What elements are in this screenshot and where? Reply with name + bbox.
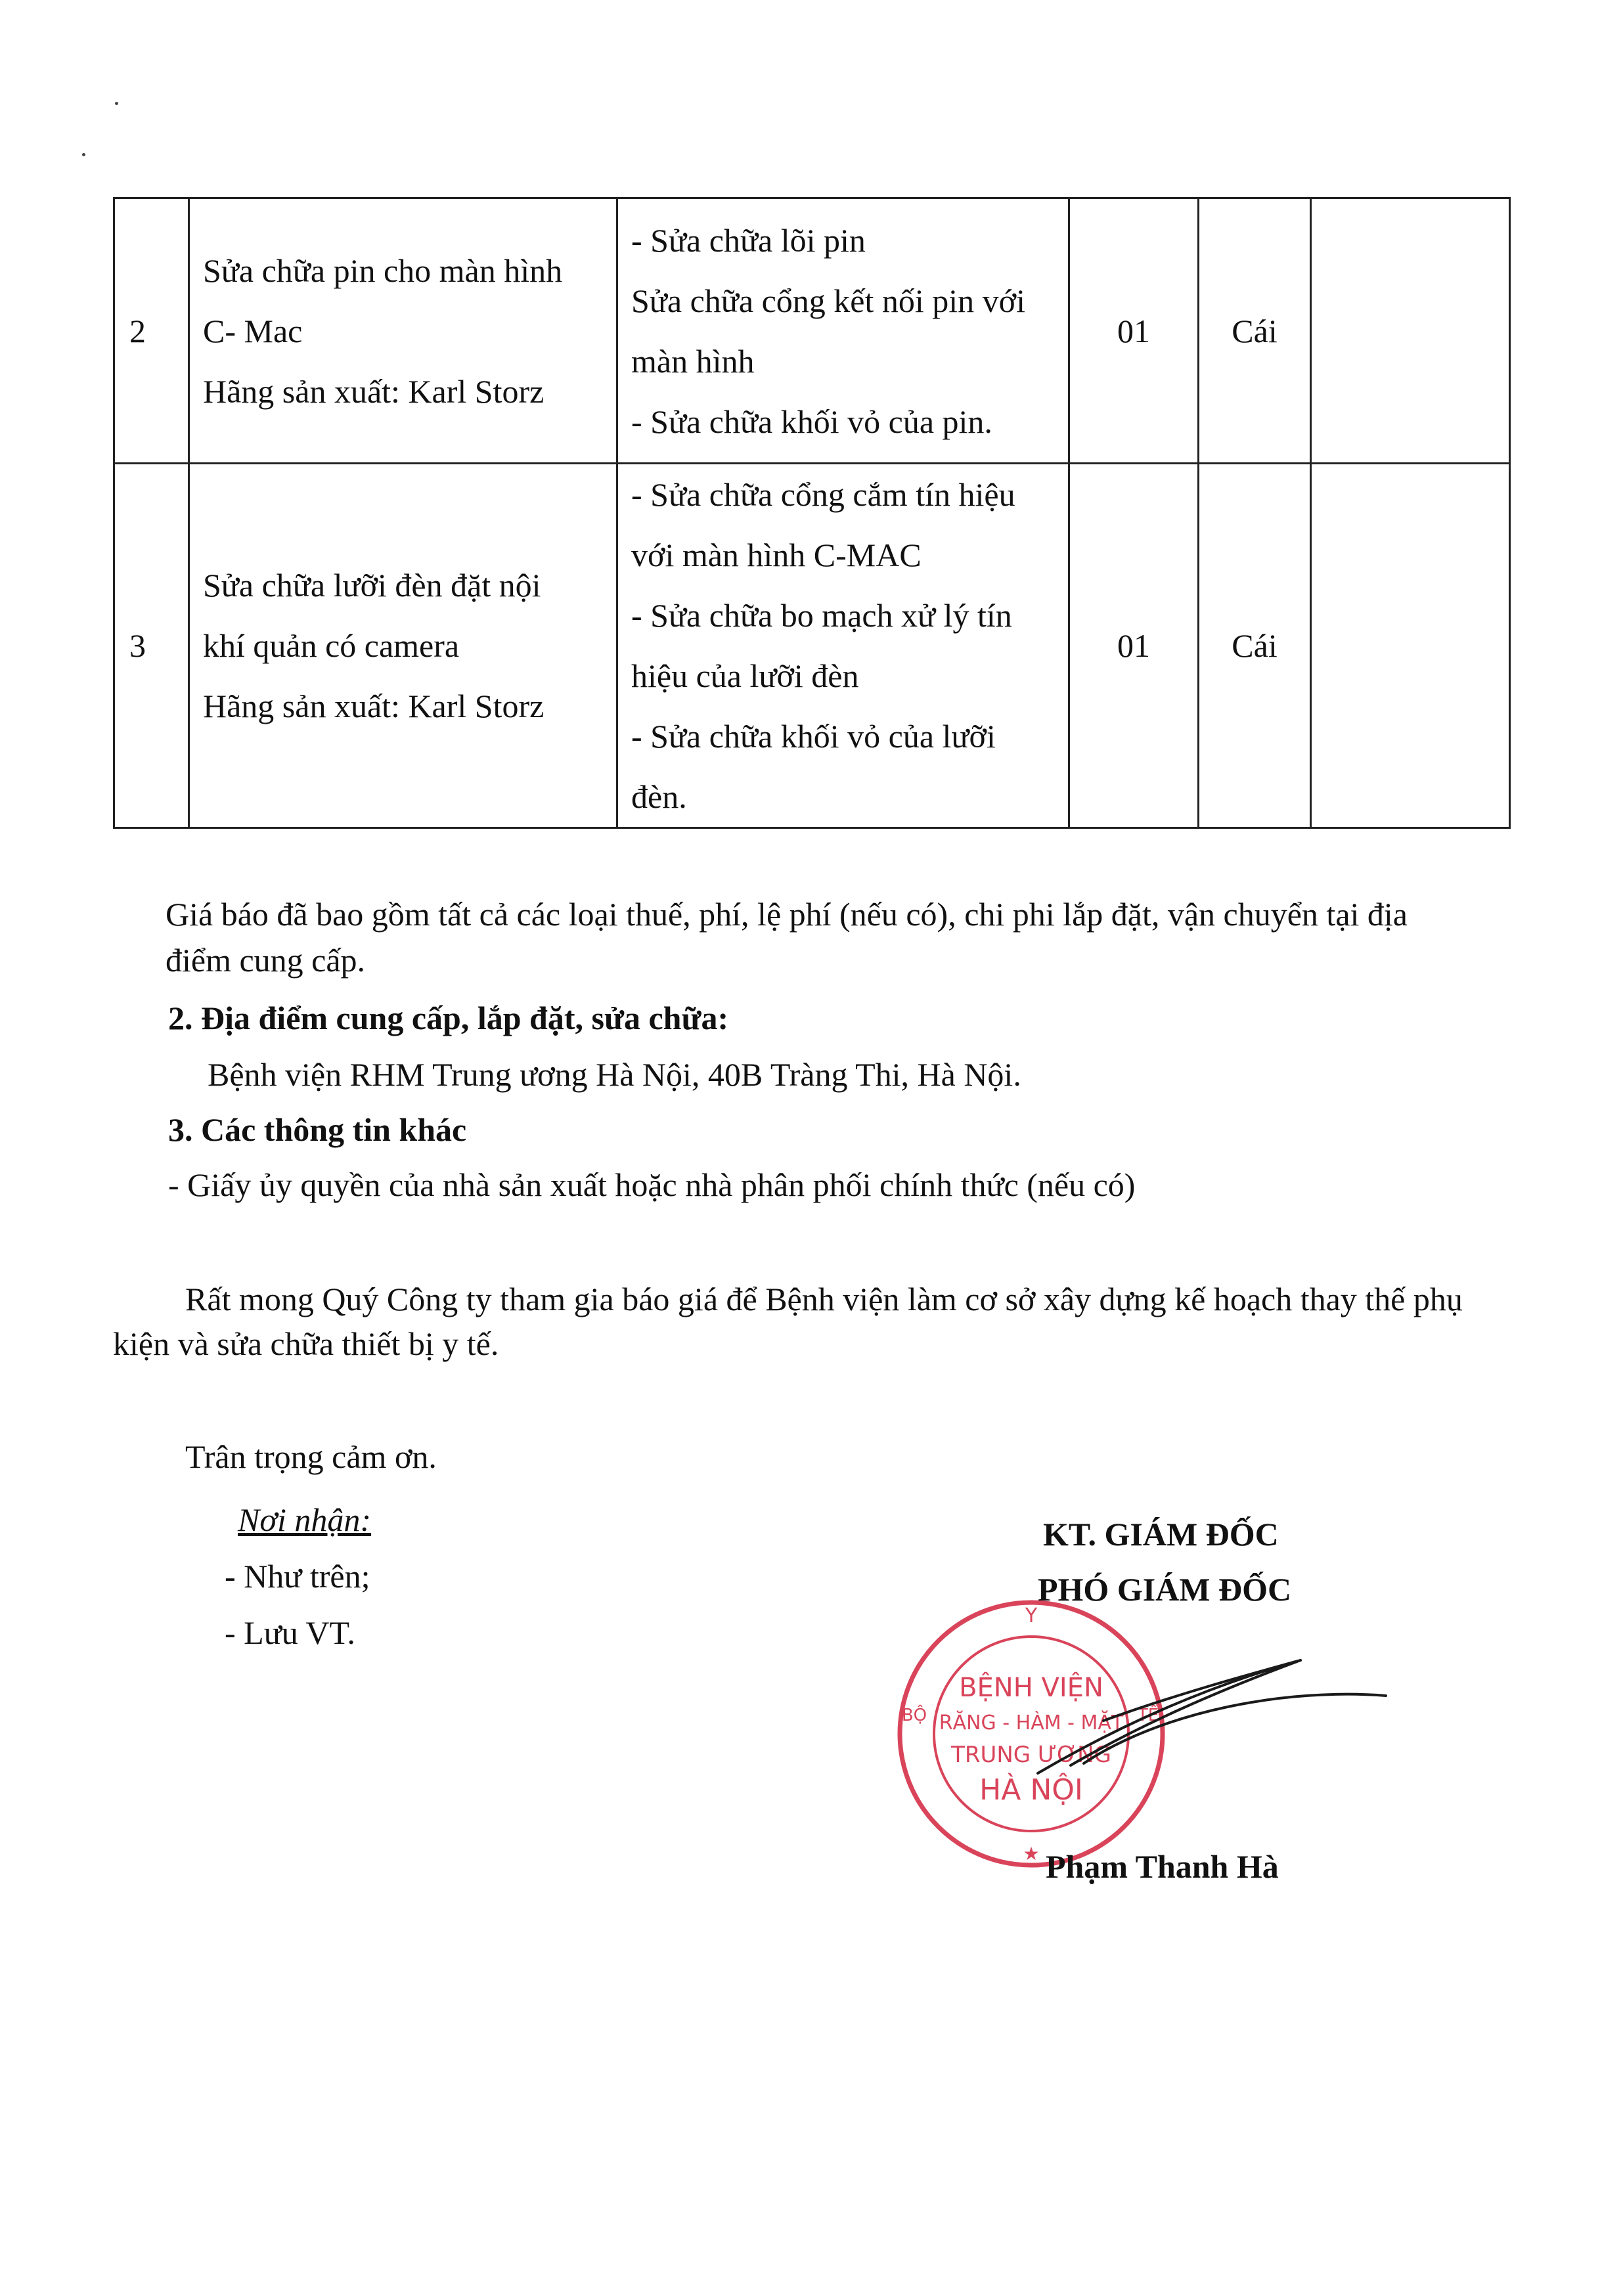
signer-position: PHÓ GIÁM ĐỐC xyxy=(1038,1571,1292,1608)
stamp-line: BỆNH VIỆN xyxy=(959,1673,1103,1703)
item-description: - Sửa chữa lõi pin Sửa chữa cổng kết nối pin với màn hình - Sửa chữa khối vỏ của pin. xyxy=(617,198,1069,464)
section-heading-other-info: 3. Các thông tin khác xyxy=(168,1111,467,1148)
stamp-line: TRUNG ƯƠNG xyxy=(951,1742,1111,1768)
item-unit: Cái xyxy=(1199,464,1311,828)
recipients-title: Nơi nhận: xyxy=(238,1501,372,1538)
section-heading-location: 2. Địa điểm cung cấp, lắp đặt, sửa chữa: xyxy=(168,1000,729,1036)
price-note-continued: điểm cung cấp. xyxy=(166,942,366,979)
item-note xyxy=(1311,198,1510,464)
items-table xyxy=(113,197,1511,829)
stamp-line: RĂNG - HÀM - MẶT xyxy=(939,1711,1124,1734)
scan-speck xyxy=(115,102,118,105)
signer-title: KT. GIÁM ĐỐC xyxy=(1043,1516,1279,1553)
stamp-top-letter: Y xyxy=(1025,1604,1038,1627)
recipient-item: - Như trên; xyxy=(225,1558,370,1595)
item-name: Sửa chữa lưỡi đèn đặt nội khí quản có camera Hãng sản xuất: Karl Storz xyxy=(189,464,617,828)
item-note xyxy=(1311,464,1510,828)
scan-speck xyxy=(82,153,85,156)
signer-name: Phạm Thanh Hà xyxy=(1046,1848,1279,1885)
table-row xyxy=(114,198,1510,464)
stamp-line: HÀ NỘI xyxy=(979,1773,1083,1807)
item-unit: Cái xyxy=(1199,198,1311,464)
stamp-star-icon: ★ xyxy=(1023,1843,1040,1865)
request-paragraph-continued: kiện và sửa chữa thiết bị y tế. xyxy=(113,1325,499,1362)
handwritten-signature xyxy=(1012,1648,1392,1793)
row-number: 2 xyxy=(114,198,189,464)
row-number: 3 xyxy=(114,464,189,828)
stamp-right-letters: TẾ xyxy=(1137,1706,1159,1725)
request-paragraph: Rất mong Quý Công ty tham gia báo giá để Bệnh viện làm cơ sở xây dựng kế hoạch thay thế phụ xyxy=(185,1281,1463,1317)
item-description: - Sửa chữa cổng cắm tín hiệu với màn hình C-MAC - Sửa chữa bo mạch xử lý tín hiệu của lưỡi đèn - Sửa chữa khối vỏ của lưỡi đèn. xyxy=(617,464,1069,828)
other-info-item: - Giấy ủy quyền của nhà sản xuất hoặc nhà phân phối chính thức (nếu có) xyxy=(168,1166,1136,1203)
recipient-item: - Lưu VT. xyxy=(225,1614,355,1651)
closing-thanks: Trân trọng cảm ơn. xyxy=(185,1438,437,1475)
item-quantity: 01 xyxy=(1069,464,1199,828)
table-row xyxy=(114,464,1510,828)
item-name: Sửa chữa pin cho màn hình C- Mac Hãng sản xuất: Karl Storz xyxy=(189,198,617,464)
location-text: Bệnh viện RHM Trung ương Hà Nội, 40B Tràng Thi, Hà Nội. xyxy=(208,1056,1021,1093)
item-quantity: 01 xyxy=(1069,198,1199,464)
stamp-left-letters: BỘ xyxy=(901,1706,927,1725)
price-note: Giá báo đã bao gồm tất cả các loại thuế, phí, lệ phí (nếu có), chi phi lắp đặt, vận chuyển tại địa xyxy=(166,896,1408,933)
